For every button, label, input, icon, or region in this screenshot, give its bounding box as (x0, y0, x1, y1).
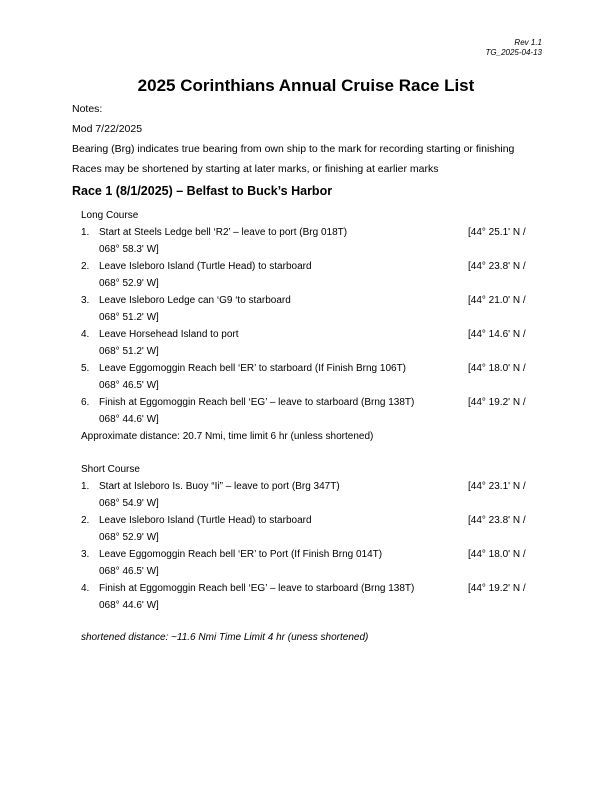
item-longitude: 068° 58.3' W] (99, 244, 159, 255)
item-text: Finish at Eggomoggin Reach bell ‘EG’ – leave to starboard (Brng 138T) (99, 397, 415, 408)
short-course-item (81, 580, 551, 614)
item-longitude: 068° 52.9' W] (99, 278, 159, 289)
item-text: Leave Horsehead Island to port (99, 329, 239, 340)
item-number: 4. (81, 329, 90, 340)
item-latitude: [44° 23.8' N / (468, 515, 526, 526)
item-number: 6. (81, 397, 90, 408)
item-longitude: 068° 54.9' W] (99, 498, 159, 509)
item-latitude: [44° 23.1' N / (468, 481, 526, 492)
item-number: 3. (81, 295, 90, 306)
item-latitude: [44° 19.2' N / (468, 397, 526, 408)
item-number: 1. (81, 227, 90, 238)
long-course-title: Long Course (81, 210, 139, 221)
item-latitude: [44° 14.6' N / (468, 329, 526, 340)
long-course-item (81, 258, 551, 292)
notes-section (72, 99, 552, 179)
item-number: 2. (81, 261, 90, 272)
item-latitude: [44° 23.8' N / (468, 261, 526, 272)
item-text: Leave Isleboro Ledge can ‘G9 ‘to starboard (99, 295, 291, 306)
item-longitude: 068° 44.6' W] (99, 600, 159, 611)
document-id: TG_2025-04-13 (485, 48, 542, 57)
long-course-item (81, 224, 551, 258)
revision-block (486, 38, 542, 58)
item-longitude: 068° 51.2' W] (99, 346, 159, 357)
item-longitude: 068° 46.5' W] (99, 566, 159, 577)
short-course-title: Short Course (81, 464, 140, 475)
long-course-item (81, 326, 551, 360)
item-longitude: 068° 51.2' W] (99, 312, 159, 323)
item-text: Leave Isleboro Island (Turtle Head) to starboard (99, 515, 312, 526)
bearing-note: Bearing (Brg) indicates true bearing from own ship to the mark for recording starting or finishing (72, 143, 515, 155)
item-text: Leave Eggomoggin Reach bell ‘ER’ to starboard (If Finish Brng 106T) (99, 363, 407, 374)
item-number: 2. (81, 515, 90, 526)
item-text: Finish at Eggomoggin Reach bell ‘EG’ – leave to starboard (Brng 138T) (99, 583, 415, 594)
item-longitude: 068° 52.9' W] (99, 532, 159, 543)
long-course-item (81, 292, 551, 326)
item-number: 4. (81, 583, 90, 594)
item-text: Leave Eggomoggin Reach bell ‘ER’ to Port (If Finish Brng 014T) (99, 549, 383, 560)
item-text: Leave Isleboro Island (Turtle Head) to starboard (99, 261, 312, 272)
item-number: 3. (81, 549, 90, 560)
short-course-section (81, 461, 551, 614)
long-course-approx-distance: Approximate distance: 20.7 Nmi, time limit 6 hr (unless shortened) (81, 431, 374, 442)
revision-number: Rev 1.1 (514, 38, 542, 47)
notes-label: Notes: (72, 103, 103, 115)
item-text: Start at Steels Ledge bell ‘R2’ – leave to port (Brg 018T) (99, 227, 348, 238)
item-text: Start at Isleboro Is. Buoy “Ii” – leave to port (Brg 347T) (99, 481, 340, 492)
short-course-item (81, 512, 551, 546)
long-course-item (81, 394, 551, 428)
page-title: 2025 Corinthians Annual Cruise Race List (137, 76, 475, 95)
short-course-item (81, 478, 551, 512)
item-latitude: [44° 19.2' N / (468, 583, 526, 594)
item-number: 1. (81, 481, 90, 492)
short-course-item (81, 546, 551, 580)
item-latitude: [44° 18.0' N / (468, 549, 526, 560)
item-latitude: [44° 25.1' N / (468, 227, 526, 238)
shorten-note: Races may be shortened by starting at later marks, or finishing at earlier marks (72, 163, 439, 175)
item-number: 5. (81, 363, 90, 374)
item-latitude: [44° 21.0' N / (468, 295, 526, 306)
long-course-section (81, 207, 551, 445)
modification-date: Mod 7/22/2025 (72, 123, 143, 135)
short-course-distance-note: shortened distance: ~11.6 Nmi Time Limit 4 hr (uness shortened) (81, 632, 369, 643)
long-course-item (81, 360, 551, 394)
item-longitude: 068° 46.5' W] (99, 380, 159, 391)
item-longitude: 068° 44.6' W] (99, 414, 159, 425)
item-latitude: [44° 18.0' N / (468, 363, 526, 374)
race-1-title: Race 1 (8/1/2025) – Belfast to Buck’s Harbor (72, 184, 333, 198)
